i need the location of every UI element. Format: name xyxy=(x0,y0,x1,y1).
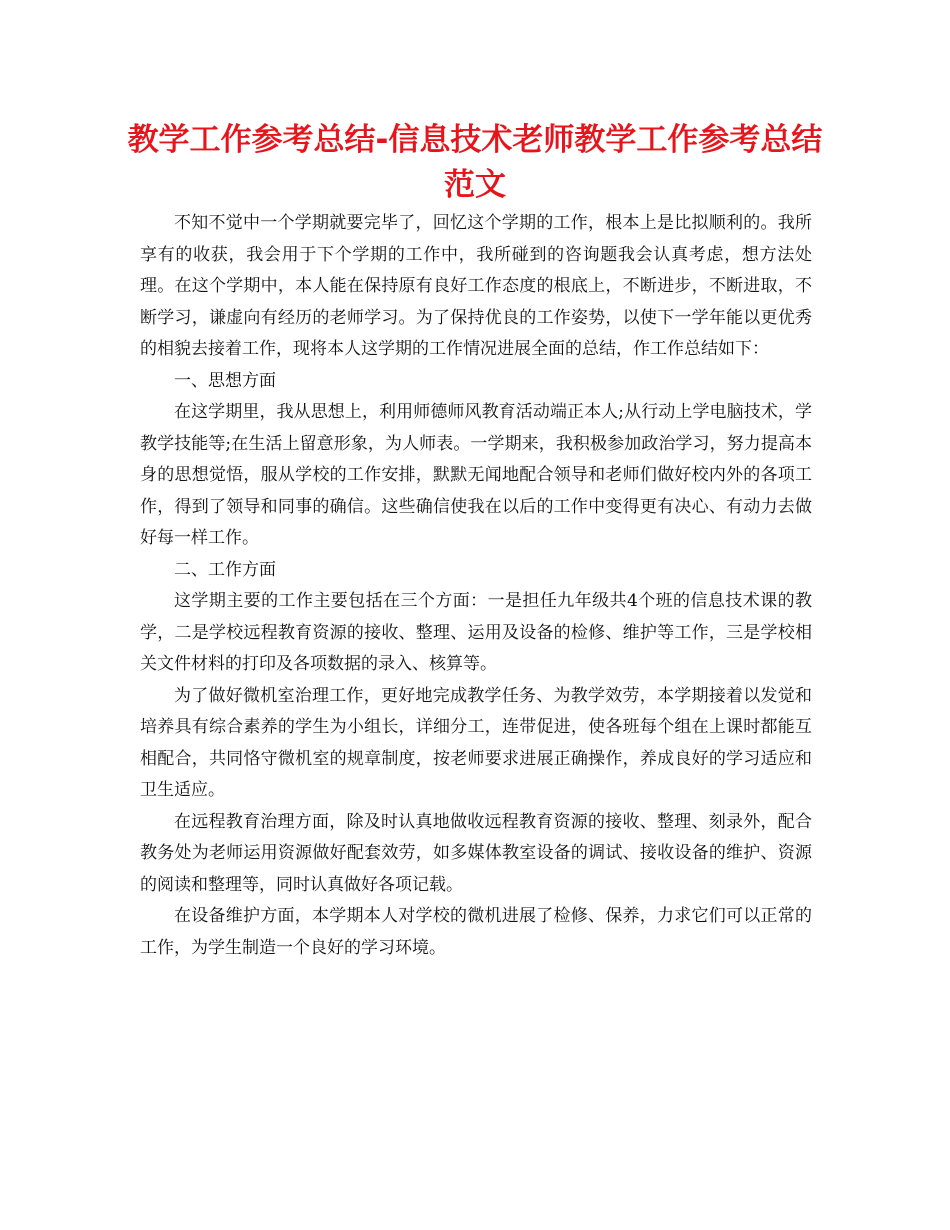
paragraph-work-overview: 这学期主要的工作主要包括在三个方面：一是担任九年级共4个班的信息技术课的教学，二是学校远程教育资源的接收、整理、运用及设备的检修、维护等工作，三是学校相关文件材料的打印及各项数据的录入、核算等。 xyxy=(140,591,812,674)
document-title: 教学工作参考总结-信息技术老师教学工作参考总结范文 xyxy=(127,122,823,203)
paragraph-equipment-maintenance: 在设备维护方面，本学期本人对学校的微机进展了检修、保养，力求它们可以正常的工作，为学生制造一个良好的学习环境。 xyxy=(140,906,812,958)
section-heading-work: 二、工作方面 xyxy=(174,559,276,580)
section-heading-thought: 一、思想方面 xyxy=(174,370,276,391)
paragraph-computer-lab: 为了做好微机室治理工作，更好地完成教学任务、为教学效劳，本学期接着以发觉和培养具有综合素养的学生为小组长，详细分工，连带促进，使各班每个组在上课时都能互相配合，共同恪守微机室的规章制度，按老师要求进展正确操作，养成良好的学习适应和卫生适应。 xyxy=(140,685,812,800)
document-body xyxy=(140,208,812,964)
paragraph-remote-education: 在远程教育治理方面，除及时认真地做收远程教育资源的接收、整理、刻录外，配合教务处为老师运用资源做好配套效劳，如多媒体教室设备的调试、接收设备的维护、资源的阅读和整理等，同时认真做好各项记载。 xyxy=(140,811,812,895)
paragraph-intro: 不知不觉中一个学期就要完毕了，回忆这个学期的工作，根本上是比拟顺利的。我所享有的收获，我会用于下个学期的工作中，我所碰到的咨询题我会认真考虑，想方法处理。在这个学期中，本人能在保持原有良好工作态度的根底上，不断进步，不断进取，不断学习，谦虚向有经历的老师学习。为了保持优良的工作姿势，以使下一学年能以更优秀的相貌去接着工作，现将本人这学期的工作情况进展全面的总结，作工作总结如下： xyxy=(140,213,812,359)
paragraph-thought: 在这学期里，我从思想上，利用师德师风教育活动端正本人;从行动上学电脑技术，学教学技能等;在生活上留意形象，为人师表。一学期来，我积极参加政治学习，努力提高本身的思想觉悟，服从学校的工作安排，默默无闻地配合领导和老师们做好校内外的各项工作，得到了领导和同事的确信。这些确信使我在以后的工作中变得更有决心、有动力去做好每一样工作。 xyxy=(140,402,812,548)
